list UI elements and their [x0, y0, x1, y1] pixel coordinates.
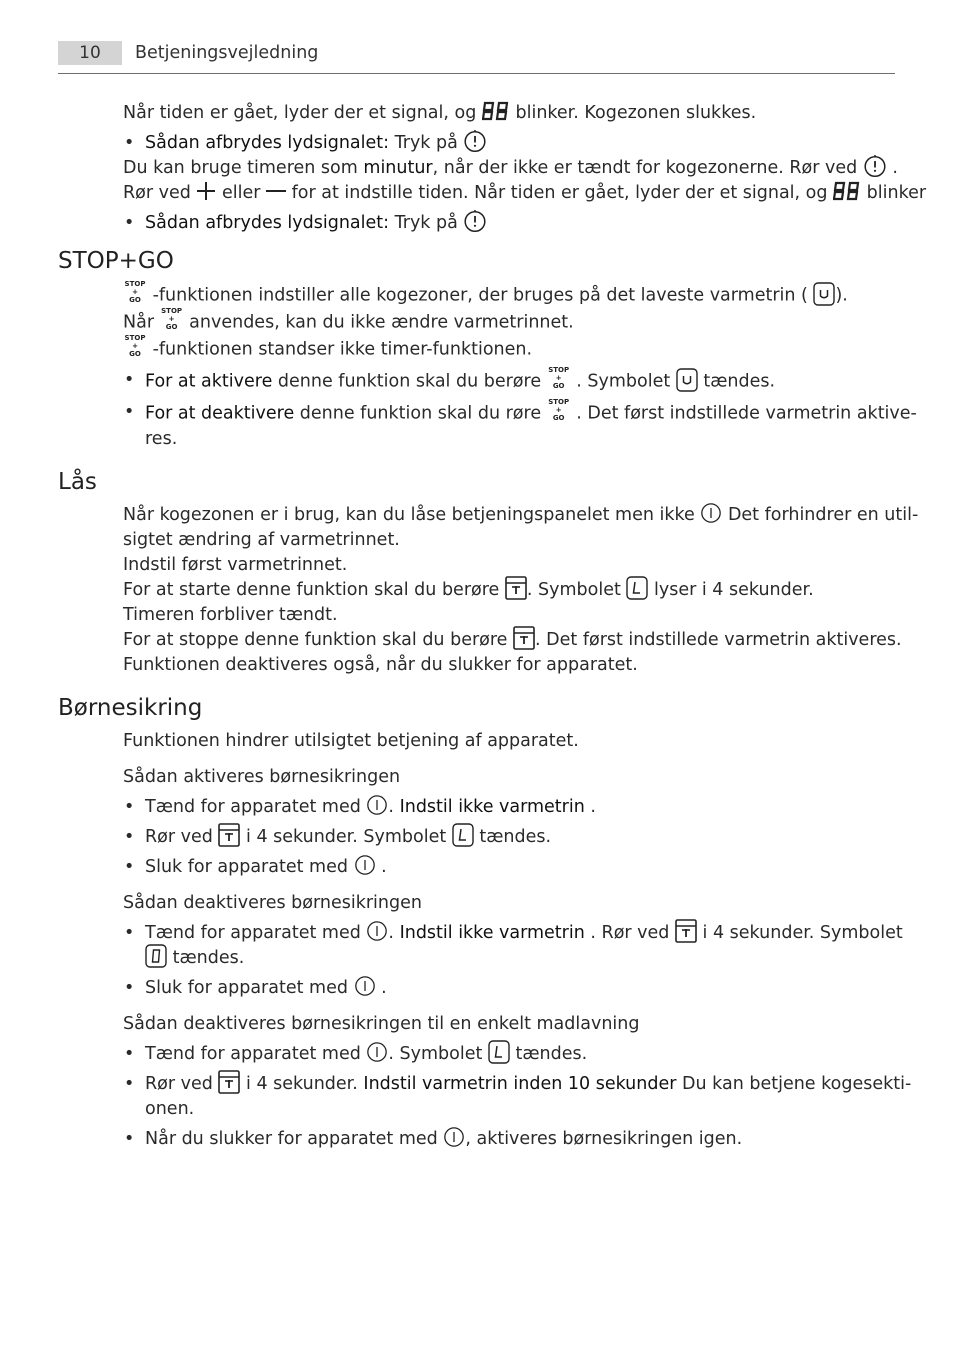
text: blinker. Kogezonen slukkes. [515, 103, 757, 123]
stopgo-icon [160, 307, 184, 334]
text: . [388, 797, 394, 817]
subheading-activate: Sådan aktiveres børnesikringen [123, 767, 401, 787]
text: Sluk for apparatet med [145, 857, 348, 877]
stopgo-line-3 [123, 336, 898, 363]
list-item [123, 398, 917, 452]
icon-text: STOP [124, 334, 146, 342]
icon-text: STOP [161, 307, 183, 315]
las-line-4 [123, 578, 898, 603]
timer-icon [463, 209, 487, 233]
section-heading-stopgo: STOP+GO [58, 248, 174, 274]
plus-icon [196, 181, 216, 201]
text: tændes. [172, 948, 245, 968]
text: i 4 sekunder. [246, 1074, 358, 1094]
text: -funktionen indstiller alle kogezoner, der bruges på det laveste varmetrin ( [152, 285, 808, 306]
page-content [58, 101, 927, 1152]
text: Når du slukker for apparatet med [145, 1129, 438, 1149]
header-title: Betjeningsvejledning [135, 43, 319, 63]
text: i 4 sekunder. Symbolet [702, 923, 903, 943]
text: . Det først indstillede varmetrin aktiveres. [535, 630, 902, 650]
zero-symbol-icon [145, 944, 167, 968]
list-item [123, 131, 898, 156]
text: Sluk for apparatet med [145, 978, 348, 998]
emphasis: For at deaktivere [145, 403, 295, 424]
subheading-deactivate: Sådan deaktiveres børnesikringen [123, 893, 422, 913]
text: for at indstille tiden. Når tiden er gået, lyder der et signal, og [291, 183, 828, 203]
icon-text: GO [165, 323, 178, 331]
las-line-1 [123, 503, 919, 528]
icon-text: + [132, 288, 138, 296]
stopgo-icon [547, 398, 571, 425]
list-item [123, 211, 898, 236]
text: . [388, 923, 394, 943]
text: denne funktion skal du røre [299, 403, 542, 424]
power-icon [443, 1126, 465, 1148]
text: anvendes, kan du ikke ændre varmetrinnet. [189, 312, 574, 333]
page-header [58, 39, 895, 74]
text: Når tiden er gået, lyder der et signal, og [123, 103, 477, 123]
timer-icon [863, 154, 887, 178]
icon-text: STOP [548, 366, 570, 374]
icon-text: GO [129, 350, 141, 358]
text: For at stoppe denne funktion skal du berøre [123, 630, 508, 650]
stopgo-line-1 [123, 282, 898, 309]
power-icon [366, 1041, 388, 1063]
power-icon [700, 502, 722, 524]
page-number: 10 [58, 41, 122, 65]
icon-text: GO [552, 414, 565, 422]
text: Rør ved [145, 827, 213, 847]
list-item [123, 1042, 898, 1067]
lock-symbol-L-icon [488, 1040, 510, 1064]
las-line-7: Funktionen deaktiveres også, når du slukker for apparatet. [123, 655, 638, 675]
text: denne funktion skal du berøre [277, 371, 542, 392]
lock-icon [513, 626, 535, 650]
emphasis: For at aktivere [145, 371, 273, 392]
icon-text: + [555, 374, 562, 382]
lock-symbol-L-icon [626, 576, 648, 600]
text: tændes. [515, 1044, 588, 1064]
text: eller [222, 183, 261, 203]
list-item [123, 976, 898, 1001]
las-line-5: Timeren forbliver tændt. [123, 605, 338, 625]
lock-icon [218, 1070, 240, 1094]
keep-warm-icon [676, 368, 698, 392]
icon-text: + [168, 315, 175, 323]
text: . [892, 158, 898, 178]
lock-icon [218, 823, 240, 847]
text: onen. [145, 1099, 195, 1119]
icon-text: GO [129, 296, 141, 304]
text: . Symbolet [576, 371, 671, 392]
text: Tænd for apparatet med [145, 923, 361, 943]
las-line-2: sigtet ændring af varmetrinnet. [123, 530, 400, 550]
list-item [123, 825, 898, 850]
las-line-3: Indstil først varmetrinnet. [123, 555, 348, 575]
digit-display-icon [482, 101, 510, 121]
subheading-deactivate-once: Sådan deaktiveres børnesikringen til en enkelt madlavning [123, 1014, 640, 1034]
text: , når der ikke er tændt for kogezonerne. Rør ved [432, 158, 858, 178]
emphasis: Indstil ikke varmetrin [399, 923, 585, 943]
lock-symbol-L-icon [452, 823, 474, 847]
text: Du kan betjene kogesekti- [682, 1074, 912, 1094]
minus-icon [266, 181, 286, 201]
text: -funktionen standser ikke timer-funktionen. [152, 339, 533, 360]
emphasis: Indstil ikke varmetrin [399, 797, 585, 817]
emphasis: minutur [363, 158, 433, 178]
text: res. [145, 429, 178, 449]
power-icon [366, 920, 388, 942]
las-line-6 [123, 628, 902, 653]
bullet-label: Sådan afbrydes lydsignalet: [145, 213, 390, 233]
text: Tænd for apparatet med [145, 797, 361, 817]
text: Tryk på [394, 213, 458, 233]
keep-warm-icon [813, 282, 835, 306]
power-icon [354, 975, 376, 997]
stopgo-icon [123, 334, 147, 361]
text: Rør ved [123, 183, 191, 203]
timer-paragraph-1 [123, 101, 898, 126]
timer-icon [463, 129, 487, 153]
stopgo-icon [547, 366, 571, 393]
text: blinker [866, 183, 927, 203]
list-item [123, 1072, 912, 1122]
power-icon [366, 794, 388, 816]
text: i 4 sekunder. Symbolet [246, 827, 447, 847]
lock-icon [505, 576, 527, 600]
text: . [381, 978, 387, 998]
text: . Rør ved [590, 923, 670, 943]
power-icon [354, 854, 376, 876]
stopgo-icon [123, 280, 147, 307]
text: . [590, 797, 596, 817]
text: , aktiveres børnesikringen igen. [465, 1129, 743, 1149]
text: Når [123, 312, 155, 333]
bullet-label: Sådan afbrydes lydsignalet: [145, 133, 390, 153]
icon-text: STOP [124, 280, 146, 288]
text: Tænd for apparatet med [145, 1044, 361, 1064]
timer-paragraph-2 [123, 156, 898, 181]
stopgo-line-2 [123, 309, 898, 336]
list-item [123, 1127, 898, 1152]
text: . Det først indstillede varmetrin aktive- [576, 403, 917, 424]
list-item [123, 368, 898, 395]
list-item [123, 795, 898, 820]
icon-text: STOP [548, 398, 570, 406]
lock-icon [675, 919, 697, 943]
text: Når kogezonen er i brug, kan du låse betjeningspanelet men ikke [123, 505, 695, 525]
text: Tryk på [394, 133, 458, 153]
timer-paragraph-3 [123, 181, 927, 206]
text: ). [835, 285, 848, 306]
icon-text: + [132, 342, 138, 350]
text: tændes. [703, 371, 776, 392]
section-heading-las: Lås [58, 469, 97, 495]
icon-text: GO [552, 382, 565, 390]
text: lyser i 4 sekunder. [654, 580, 814, 600]
list-item [123, 855, 898, 880]
list-item [123, 921, 903, 971]
digit-display-icon [833, 181, 861, 201]
text: Det forhindrer en util- [727, 505, 919, 525]
text: . [381, 857, 387, 877]
text: tændes. [479, 827, 552, 847]
text: For at starte denne funktion skal du berøre [123, 580, 500, 600]
text: . Symbolet [526, 580, 621, 600]
section-heading-bornesikring: Børnesikring [58, 695, 203, 721]
bornesikring-intro: Funktionen hindrer utilsigtet betjening af apparatet. [123, 731, 579, 751]
text: Rør ved [145, 1074, 213, 1094]
text: Du kan bruge timeren som [123, 158, 358, 178]
text: . Symbolet [388, 1044, 483, 1064]
icon-text: + [555, 406, 562, 414]
emphasis: Indstil varmetrin inden 10 sekunder [363, 1074, 677, 1094]
